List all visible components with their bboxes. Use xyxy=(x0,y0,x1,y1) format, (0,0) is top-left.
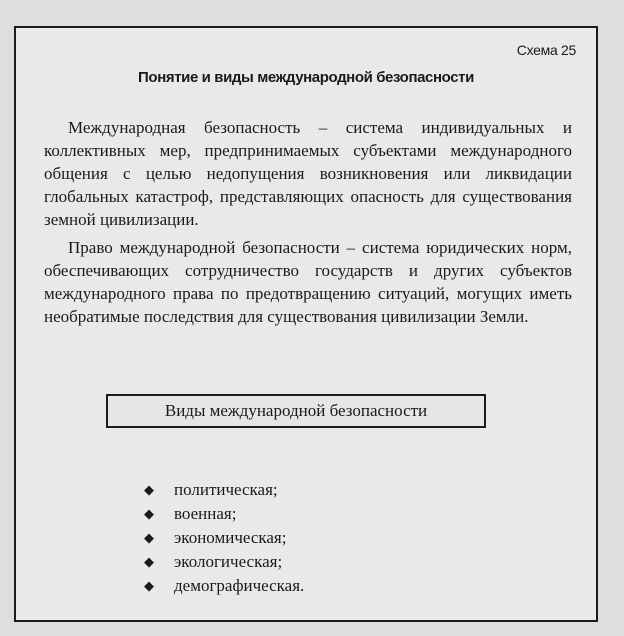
definitions-text xyxy=(44,116,572,333)
diamond-bullet-icon: ◆ xyxy=(144,578,154,593)
list-item-label: экологическая; xyxy=(174,552,283,571)
definition-international-security: Международная безопасность – система индивидуальных и коллективных мер, предпринимаемых субъектами международного общения с целью недопущения возникновения или ликвидации глобальных катастроф, представляющих опасность для существования земной цивилизации. xyxy=(44,118,572,229)
diamond-bullet-icon: ◆ xyxy=(144,506,154,521)
list-item xyxy=(144,574,304,598)
types-list xyxy=(144,478,304,598)
list-item xyxy=(144,478,304,502)
list-item xyxy=(144,502,304,526)
definition-international-security-law: Право международной безопасности – система юридических норм, обеспечивающих сотрудничество государств и других субъектов международного права по предотвращению ситуаций, могущих иметь необратимые последствия для существования цивилизации Земли. xyxy=(44,238,572,326)
list-item-label: военная; xyxy=(174,504,237,523)
diamond-bullet-icon: ◆ xyxy=(144,530,154,545)
scheme-label: Схема 25 xyxy=(516,42,576,58)
types-heading: Виды международной безопасности xyxy=(164,401,428,420)
scheme-title: Понятие и виды международной безопасности xyxy=(138,69,474,86)
types-heading-box xyxy=(106,394,486,428)
list-item-label: демографическая. xyxy=(174,576,305,595)
diamond-bullet-icon: ◆ xyxy=(144,554,154,569)
list-item xyxy=(144,526,304,550)
diamond-bullet-icon: ◆ xyxy=(144,482,154,497)
list-item-label: экономическая; xyxy=(174,528,287,547)
scheme-frame xyxy=(14,26,598,622)
list-item-label: политическая; xyxy=(174,480,278,499)
list-item xyxy=(144,550,304,574)
